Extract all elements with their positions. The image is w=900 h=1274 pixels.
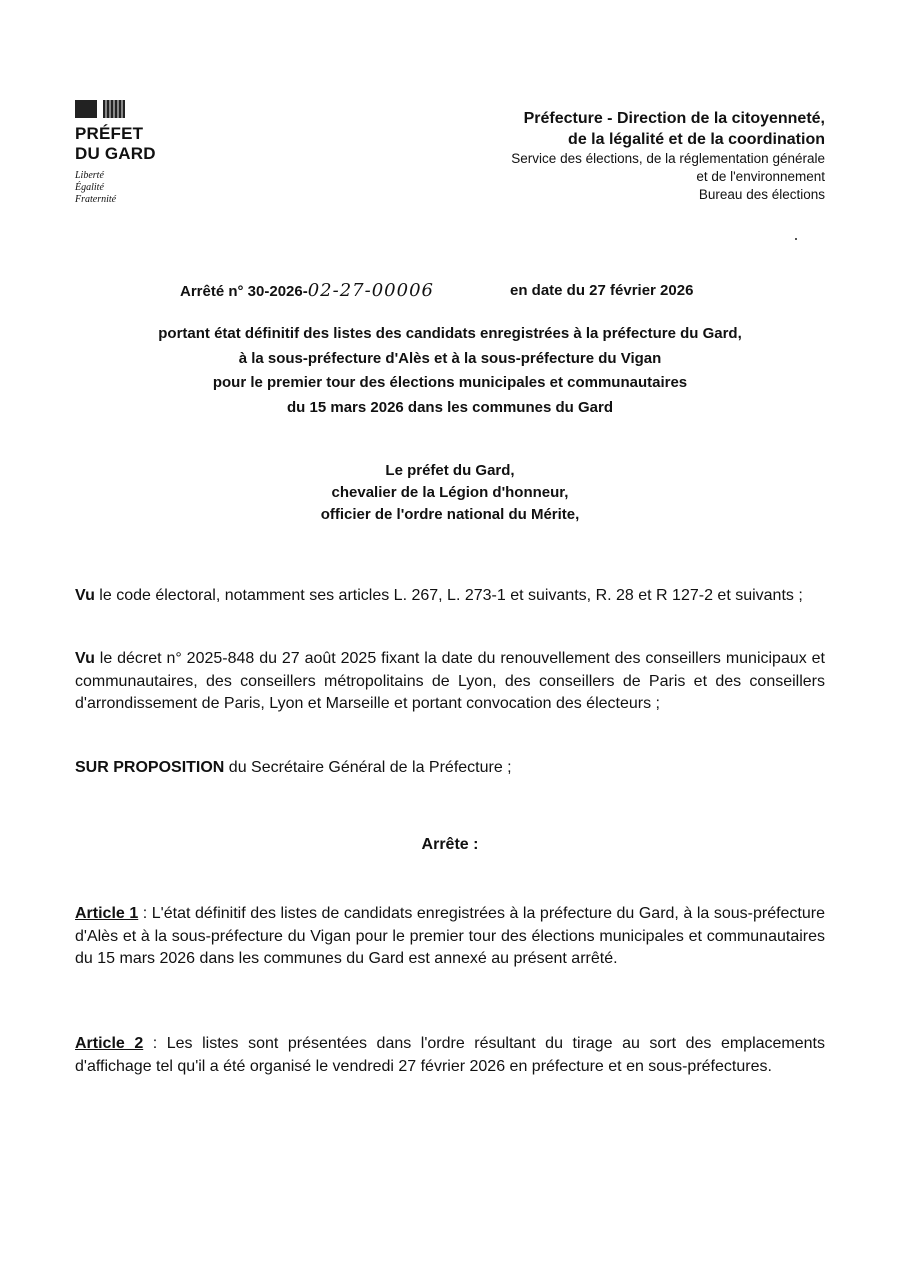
visa-text: le code électoral, notamment ses articles L. 267, L. 273-1 et suivants, R. 28 et R 127-2 et suivants ; (94, 587, 803, 604)
article-2 (75, 1033, 825, 1078)
prefet-line: Le préfet du Gard, (385, 462, 515, 479)
arrete-subject (75, 322, 825, 420)
logo-title-line2: DU GARD (75, 144, 156, 163)
article-text: : Les listes sont présentées dans l'ordre résultant du tirage au sort des emplacements d'affichage tel qu'il a été organisé le vendredi 27 février 2026 en préfecture et en sous-préfectures. (75, 1035, 825, 1075)
issuing-department (405, 108, 825, 204)
article-text: : L'état définitif des listes de candidats enregistrées à la préfecture du Gard, à la sous-préfecture d'Alès et à la sous-préfecture du Vigan pour le premier tour des élections municipales et communautaires du 15 mars 2026 dans les communes du Gard est annexé au présent arrêté. (75, 905, 826, 967)
republic-motto (75, 170, 185, 206)
visa-text: le décret n° 2025-848 du 27 août 2025 fixant la date du renouvellement des conseillers municipaux et communautaires, des conseillers métropolitains de Lyon, des conseillers de Paris et des conseillers d'arrondissement de Paris, Lyon et Marseille et portant convocation des électeurs ; (75, 650, 825, 712)
article-label: Article 1 (75, 905, 139, 922)
marianne-emblem-icon (75, 100, 185, 118)
subject-line: pour le premier tour des élections municipales et communautaires (212, 374, 688, 391)
subject-line: portant état définitif des listes des candidats enregistrées à la préfecture du Gard, (158, 325, 742, 342)
visa-lead: Vu (75, 587, 95, 604)
arrete-number-prefix: Arrêté n° 30-2026- (180, 283, 308, 300)
logo-title (75, 124, 185, 164)
sur-proposition-lead: SUR PROPOSITION (75, 759, 225, 776)
visa-decret (75, 648, 825, 716)
arrete-date: en date du 27 février 2026 (510, 282, 694, 299)
visa-lead: Vu (75, 650, 95, 667)
department-line1: Préfecture - Direction de la citoyenneté, (523, 110, 825, 127)
arrete-number (180, 280, 434, 301)
logo-title-line1: PRÉFET (75, 124, 144, 143)
sur-proposition (75, 757, 825, 780)
visa-code-electoral (75, 585, 825, 608)
subject-line: à la sous-préfecture d'Alès et à la sous-préfecture du Vigan (238, 349, 662, 367)
prefet-line: officier de l'ordre national du Mérite, (320, 506, 580, 523)
arrete-number-handwritten: 02-27-00006 (307, 280, 434, 301)
subject-line: du 15 mars 2026 dans les communes du Gard (287, 398, 613, 416)
service-line2: et de l'environnement (696, 169, 825, 184)
motto-liberte: Liberté (75, 170, 104, 181)
motto-egalite: Égalité (75, 182, 104, 193)
article-1 (75, 903, 825, 971)
bureau-line: Bureau des élections (698, 187, 825, 202)
article-label: Article 2 (75, 1035, 144, 1052)
department-line2: de la légalité et de la coordination (568, 131, 825, 148)
prefet-line: chevalier de la Légion d'honneur, (331, 484, 569, 501)
prefet-titles (75, 460, 825, 526)
sur-proposition-text: du Secrétaire Général de la Préfecture ; (224, 759, 512, 776)
scan-speck (795, 238, 797, 240)
arrete-heading: Arrête : (421, 836, 479, 853)
motto-fraternite: Fraternité (75, 194, 117, 205)
service-line1: Service des élections, de la réglementation générale (511, 151, 825, 166)
prefet-logo (75, 100, 185, 206)
